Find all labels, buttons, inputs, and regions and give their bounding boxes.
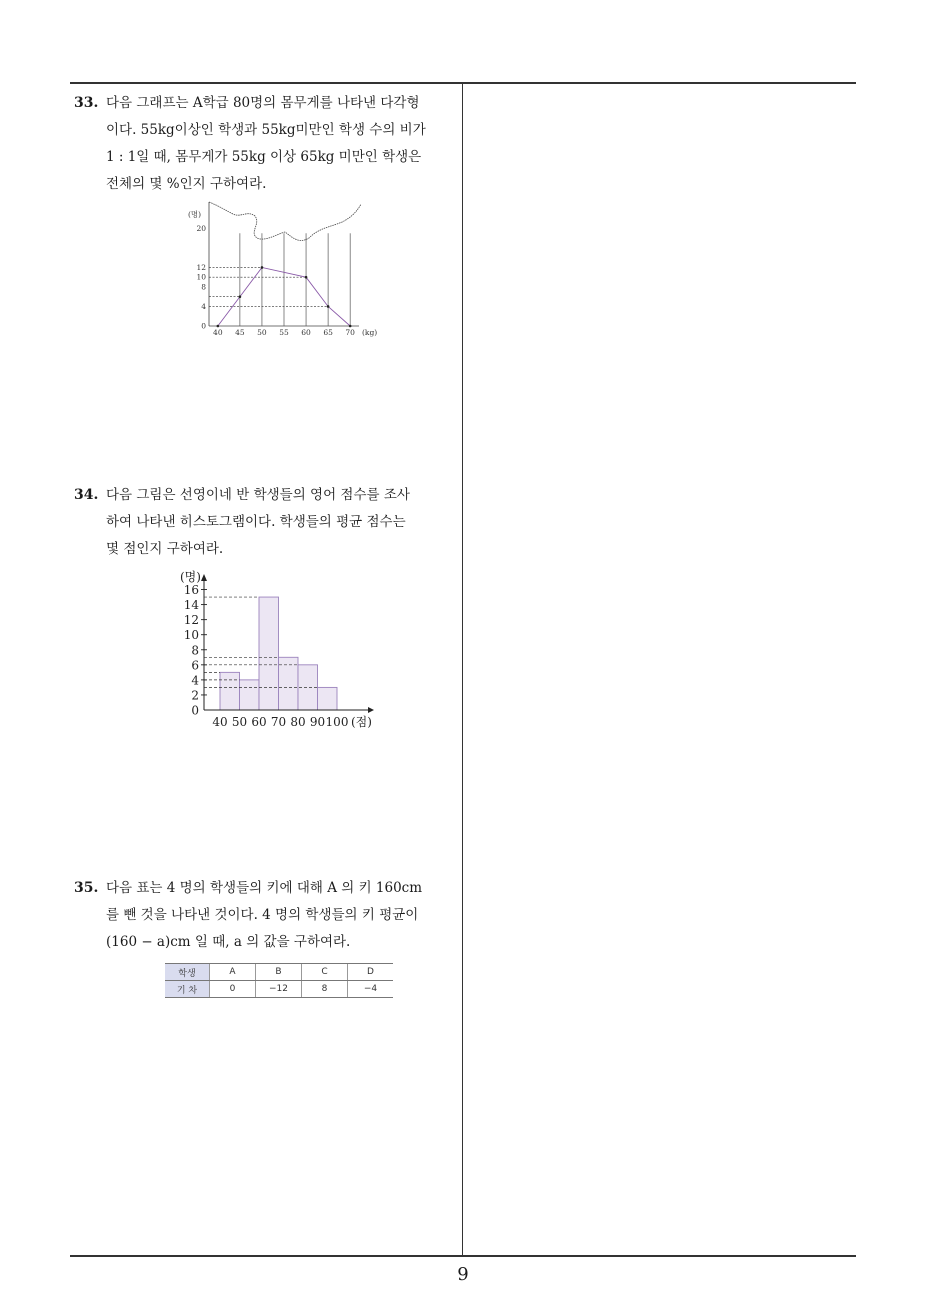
y-tick-label: 6 bbox=[191, 658, 199, 673]
table-cell: B bbox=[256, 964, 302, 981]
y-tick-label: 0 bbox=[201, 321, 206, 331]
y-tick-label: 8 bbox=[191, 643, 199, 658]
y-tick-label: 12 bbox=[183, 613, 199, 628]
text-line: (160 − a)cm 일 때, a 의 값을 구하여라. bbox=[106, 934, 351, 950]
table-cell: 0 bbox=[210, 981, 256, 998]
table-cell: 기 차 bbox=[165, 981, 210, 998]
y-tick-label: 10 bbox=[183, 628, 199, 643]
data-point bbox=[261, 266, 264, 269]
histogram-bar bbox=[259, 597, 279, 710]
x-tick-label: 50 bbox=[257, 328, 267, 337]
text-line: 전체의 몇 %인지 구하여라. bbox=[106, 176, 267, 192]
data-point bbox=[239, 295, 242, 298]
data-point bbox=[327, 305, 330, 308]
y-tick-label: 8 bbox=[201, 282, 206, 292]
x-tick-label: 70 bbox=[345, 328, 355, 337]
x-tick-label: 60 bbox=[251, 715, 267, 729]
bottom-rule bbox=[70, 1255, 856, 1257]
y-axis-arrow bbox=[201, 574, 207, 581]
table-cell: −4 bbox=[348, 981, 394, 998]
text-line: 하여 나타낸 히스토그램이다. 학생들의 평균 점수는 bbox=[106, 514, 406, 530]
text-line: 다음 그래프는 A학급 80명의 몸무게를 나타낸 다각형 bbox=[106, 95, 420, 111]
x-tick-label: 60 bbox=[301, 328, 311, 337]
table-cell: C bbox=[302, 964, 348, 981]
table-cell: −12 bbox=[256, 981, 302, 998]
y-tick-label: 10 bbox=[196, 272, 206, 282]
table-cell: 8 bbox=[302, 981, 348, 998]
y-tick-label: 4 bbox=[201, 301, 206, 311]
y-unit-label: (명) bbox=[188, 210, 202, 219]
data-point bbox=[217, 325, 220, 328]
x-tick-label: 70 bbox=[270, 715, 287, 729]
x-tick-label: 40 bbox=[212, 715, 228, 729]
torn-overlay bbox=[209, 202, 361, 240]
x-tick-label: 50 bbox=[231, 715, 248, 729]
table-row bbox=[165, 981, 393, 998]
x-axis-arrow bbox=[368, 707, 374, 713]
x-unit-label: (kg) bbox=[362, 328, 378, 337]
y-tick-label: 16 bbox=[183, 583, 199, 598]
histogram-bar bbox=[220, 672, 240, 710]
table-cell: A bbox=[210, 964, 256, 981]
histogram-bar bbox=[279, 657, 299, 710]
text-line: 를 뺀 것을 나타낸 것이다. 4 명의 학생들의 키 평균이 bbox=[106, 907, 419, 923]
text-line: 1 : 1일 때, 몸무게가 55kg 이상 65kg 미만인 학생은 bbox=[106, 149, 422, 165]
question-33 bbox=[74, 90, 460, 198]
x-tick-label: 55 bbox=[279, 328, 289, 337]
column-divider bbox=[462, 83, 463, 1256]
text-line: 이다. 55kg이상인 학생과 55kg미만인 학생 수의 비가 bbox=[106, 122, 426, 138]
y-tick-label: 2 bbox=[191, 688, 199, 703]
y-tick-label: 14 bbox=[183, 598, 199, 613]
x-tick-label: 80 bbox=[290, 715, 306, 729]
table-header-row bbox=[165, 964, 393, 981]
y-tick-label: 12 bbox=[196, 262, 206, 272]
histogram-bar bbox=[240, 680, 260, 710]
top-rule bbox=[70, 82, 856, 84]
x-tick-label: 45 bbox=[235, 328, 245, 337]
x-tick-label: 100 bbox=[325, 715, 349, 729]
x-tick-label: 40 bbox=[213, 328, 223, 337]
text-line: 다음 표는 4 명의 학생들의 키에 대해 A 의 키 160cm bbox=[106, 880, 423, 896]
score-histogram bbox=[172, 565, 392, 735]
question-number: 34. bbox=[74, 487, 99, 503]
x-tick-label: 90 bbox=[309, 715, 326, 729]
data-point bbox=[305, 276, 308, 279]
text-line: 몇 점인지 구하여라. bbox=[106, 541, 224, 557]
data-point bbox=[349, 325, 352, 328]
y-tick-label: 0 bbox=[191, 703, 199, 718]
table-cell: 학생 bbox=[165, 964, 210, 981]
page-number: 9 bbox=[457, 1264, 469, 1285]
weight-polygon-chart bbox=[185, 198, 385, 348]
height-deviation-table bbox=[165, 963, 393, 998]
question-number: 33. bbox=[74, 95, 99, 111]
histogram-bar bbox=[318, 687, 338, 710]
question-text bbox=[106, 90, 460, 198]
text-line: 다음 그림은 선영이네 반 학생들의 영어 점수를 조사 bbox=[106, 487, 410, 503]
x-unit-label: (점) bbox=[351, 715, 372, 729]
y-unit-label: (명) bbox=[180, 570, 201, 584]
question-text bbox=[106, 875, 460, 956]
question-34 bbox=[74, 482, 460, 563]
table-cell: D bbox=[348, 964, 394, 981]
y-tick-label: 4 bbox=[191, 673, 199, 688]
y-tick-label: 20 bbox=[196, 223, 206, 233]
question-text bbox=[106, 482, 460, 563]
question-number: 35. bbox=[74, 880, 99, 896]
x-tick-label: 65 bbox=[323, 328, 333, 337]
question-35 bbox=[74, 875, 460, 956]
